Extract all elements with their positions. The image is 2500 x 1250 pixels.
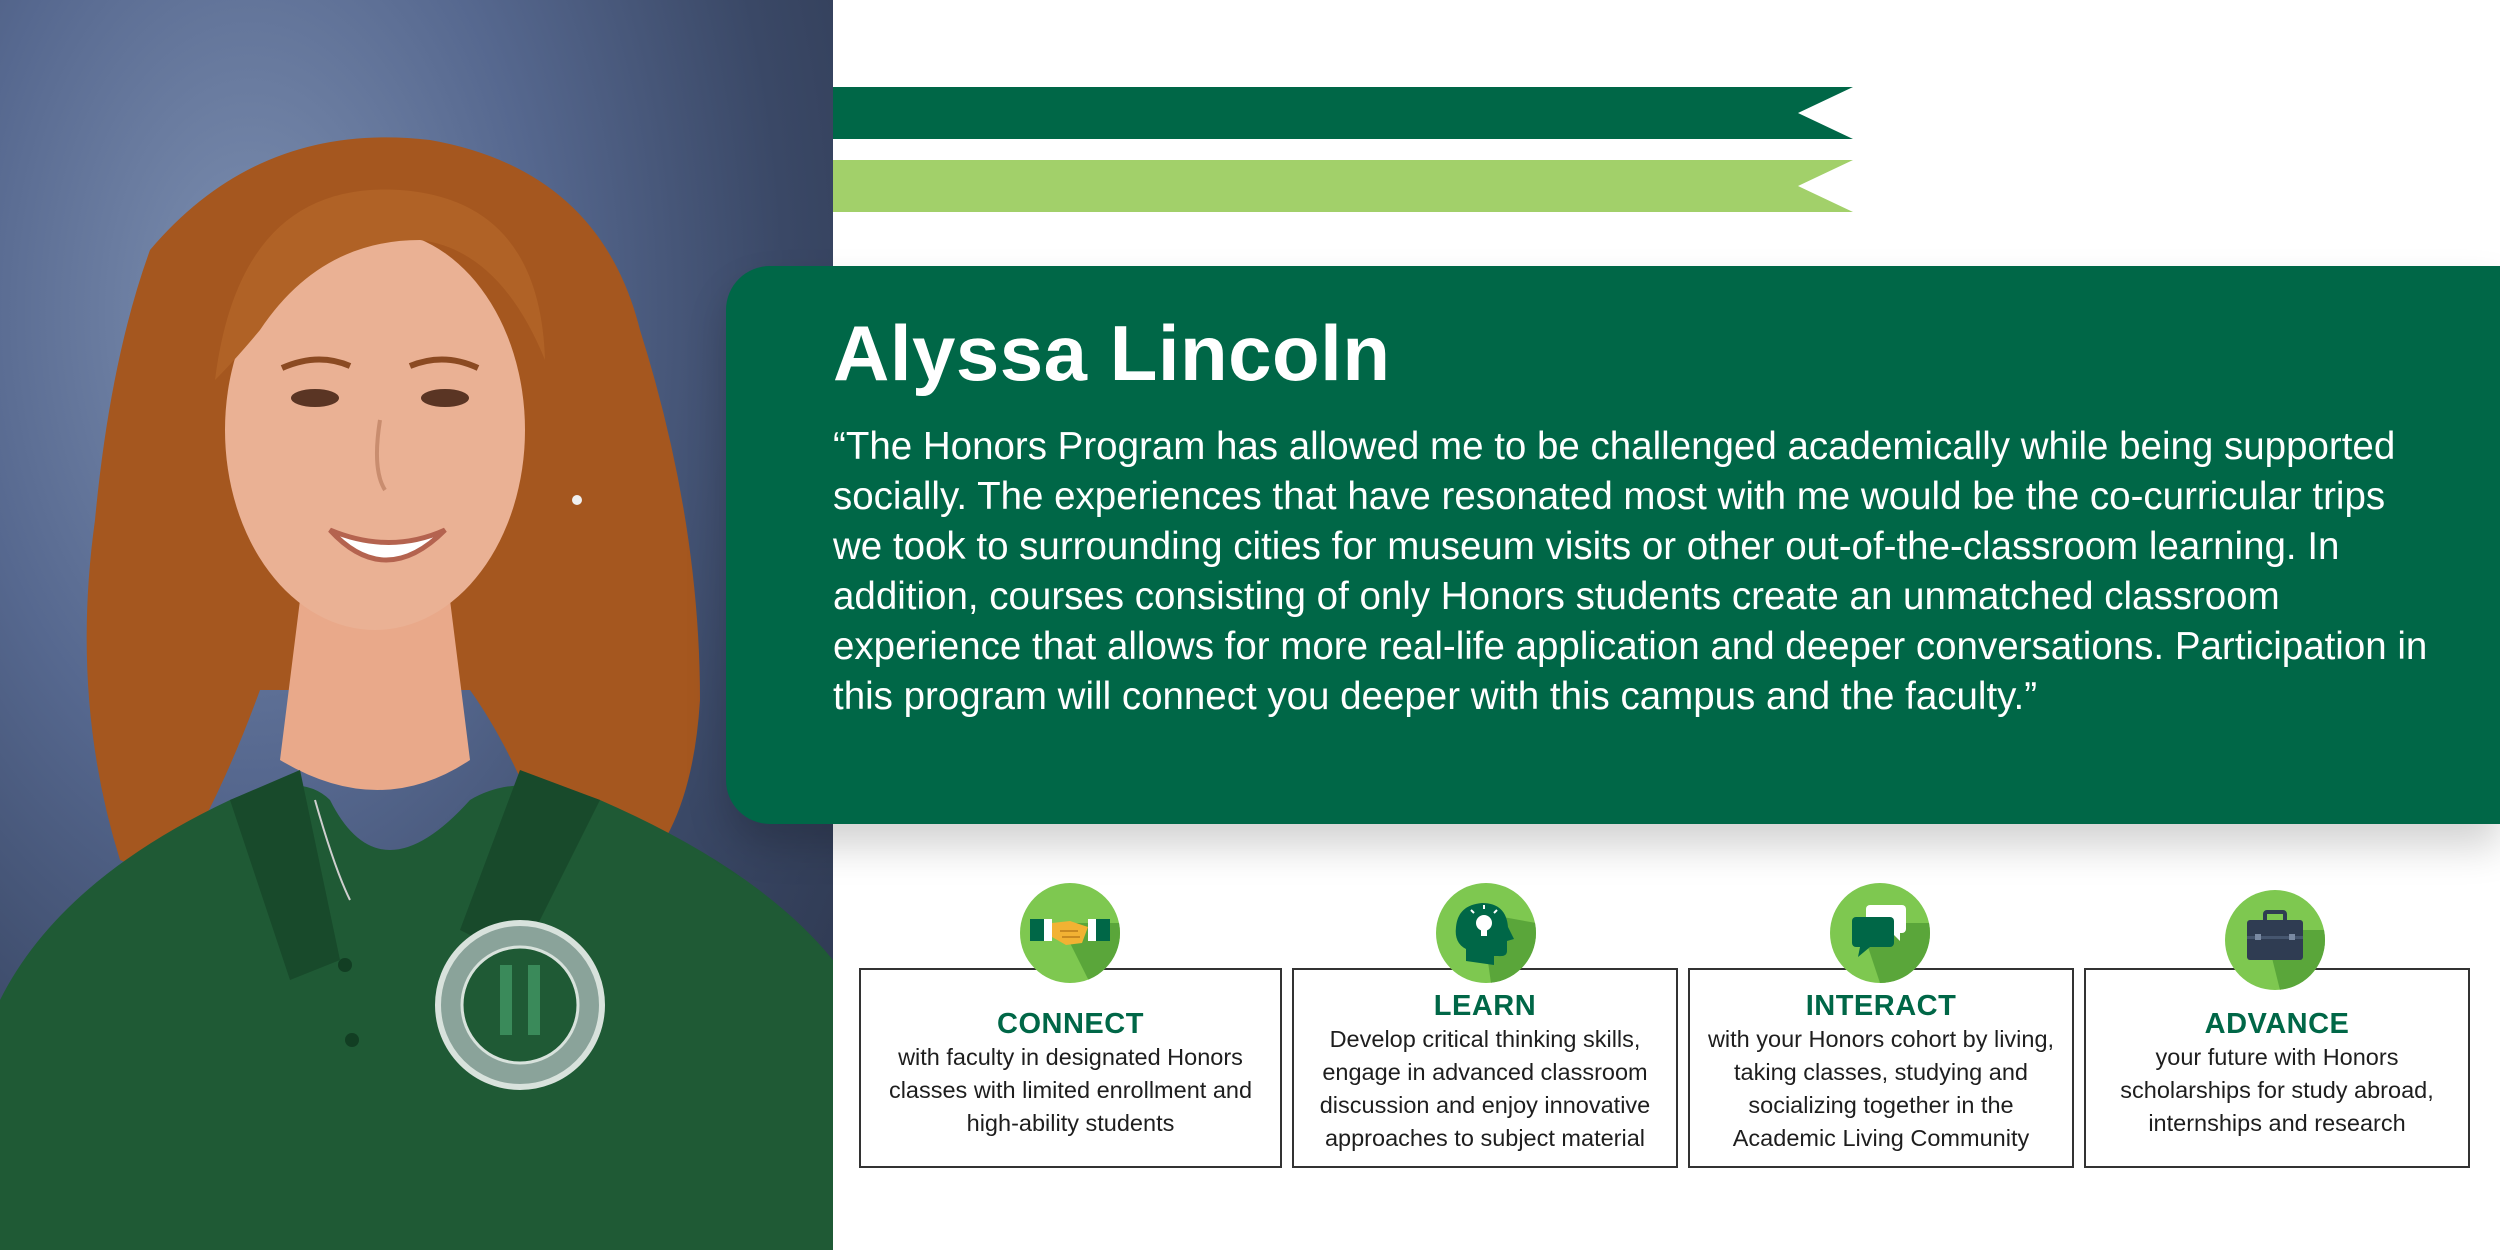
handshake-icon (1020, 883, 1120, 983)
chat-bubbles-icon (1830, 883, 1930, 983)
feature-card-interact (1688, 968, 2074, 1168)
feature-card-connect (859, 968, 1282, 1168)
briefcase-icon (2225, 890, 2325, 990)
feature-card-advance (2084, 968, 2470, 1168)
student-portrait-photo (0, 0, 833, 1250)
testimonial-quote: “The Honors Program has allowed me to be challenged academically while being supported socially. The experiences that have resonated most with me would be the co-curricular trips we took to surrounding cities for museum visits or other out-of-the-classroom learning. In addition, courses consisting of only Honors students create an unmatched classroom experience that allows for more real-life application and deeper conversations. Participation in this program will connect you deeper with this campus and the faculty.” (833, 425, 2428, 718)
feature-title: LEARN (1433, 990, 1537, 1022)
feature-title: CONNECT (997, 1008, 1144, 1040)
feature-card-learn (1292, 968, 1678, 1168)
feature-description: Develop critical thinking skills, engage in advanced classroom discussion and enjoy innovative approaches to subject material (1319, 1026, 1651, 1151)
feature-title: ADVANCE (2204, 1008, 2350, 1040)
head-lightbulb-icon (1436, 883, 1536, 983)
feature-description: with your Honors cohort by living, taking classes, studying and socializing together in the Academic Living Community (1707, 1026, 2055, 1151)
dark-green-ribbon (833, 87, 1853, 139)
student-name: Alyssa Lincoln (833, 309, 1391, 397)
feature-description: your future with Honors scholarships for study abroad, internships and research (2120, 1044, 2434, 1136)
feature-title: INTERACT (1805, 990, 1957, 1022)
light-green-ribbon (833, 160, 1853, 212)
feature-description: with faculty in designated Honors classes with limited enrollment and high-ability students (888, 1044, 1253, 1136)
